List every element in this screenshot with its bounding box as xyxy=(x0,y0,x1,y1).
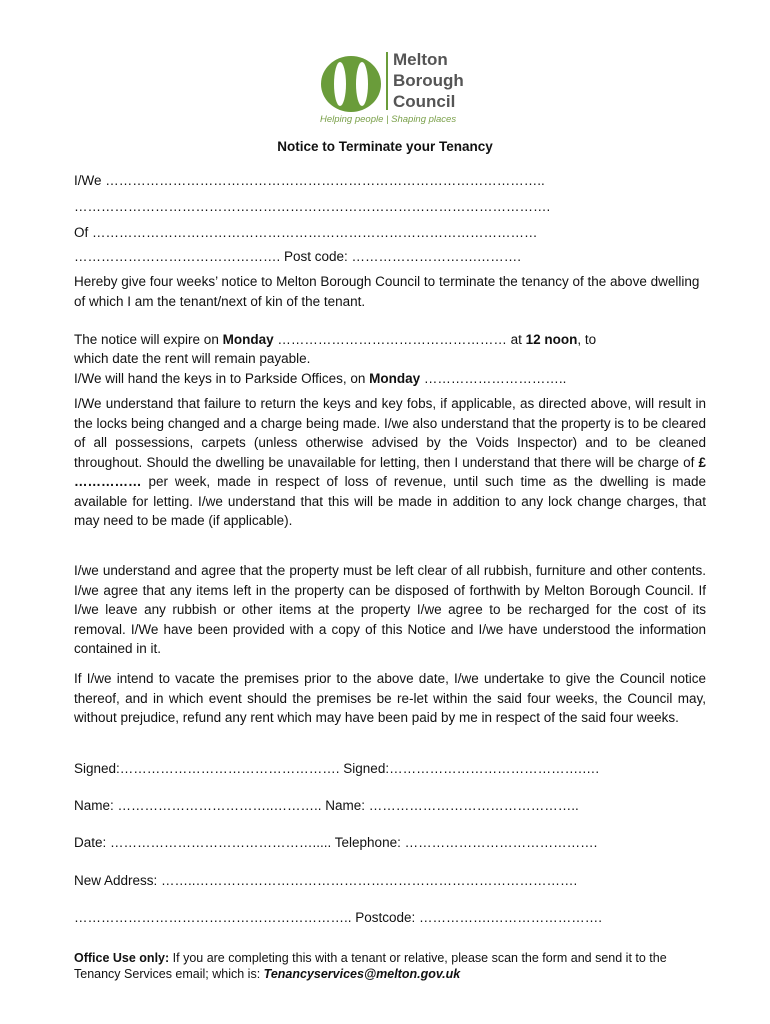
expiry-day: Monday xyxy=(222,332,274,347)
page-title: Notice to Terminate your Tenancy xyxy=(277,139,493,154)
address-field[interactable]: Of ……………………………………………………………………………………… xyxy=(74,225,538,240)
logo-name-line3: Council xyxy=(393,92,456,111)
logo-name-line1: Melton xyxy=(393,50,448,69)
expiry-line-continued: which date the rent will remain payable. xyxy=(74,351,311,366)
keys-day: Monday xyxy=(369,371,421,386)
logo-name xyxy=(393,49,464,112)
date-telephone-fields[interactable]: Date: ………………………………………..... Telephone: ……………………………………. xyxy=(74,835,598,850)
office-use-note xyxy=(74,950,706,982)
expiry-time: 12 noon xyxy=(525,332,578,347)
expiry-line[interactable] xyxy=(74,330,706,350)
tenant-names-field-continued[interactable]: ……………………………………………………………………………………………. xyxy=(74,199,551,214)
vacate-paragraph: If I/we intend to vacate the premises prior to the above date, I/we undertake to give the Council notice thereof, and in which event should the premises be re-let within the said four weeks, the Council may, without prejudice, refund any rent which may have been paid by me in respect of the said four weeks. xyxy=(74,671,706,725)
signed-fields[interactable]: Signed:…………………………………………. Signed:…………………………………….…. xyxy=(74,761,600,776)
expiry-date-field[interactable]: …………………………………………… at xyxy=(273,332,526,347)
keys-date-field[interactable]: ………………………….. xyxy=(420,371,567,386)
keys-line[interactable] xyxy=(74,369,706,389)
address-postcode-field[interactable]: ………………………………………. Post code: ……………………….………. xyxy=(74,249,522,264)
logo-tagline: Helping people | Shaping places xyxy=(320,114,457,125)
new-postcode-field[interactable]: …………………………………………………….. Postcode: …………….……………………. xyxy=(74,910,603,925)
keys-label: I/We will hand the keys in to Parkside Offices, on xyxy=(74,371,370,386)
keys-paragraph-text-end: per week, made in respect of loss of revenue, until such time as the dwelling is made available for letting. I/we understand that this will be made in addition to any lock change charges, that may need to be made (if applicable). xyxy=(74,474,706,528)
logo-name-line2: Borough xyxy=(393,71,464,90)
expiry-suffix: , to xyxy=(577,332,597,347)
rubbish-paragraph: I/we understand and agree that the property must be left clear of all rubbish, furniture and other contents. I/we agree that any items left in the property can be disposed of forthwith by Melton Borough Council. If I/we leave any rubbish or other items at the property I/we agree to be recharged for the cost of its removal. I/We have been provided with a copy of this Notice and I/we have understood the information contained in it. xyxy=(74,563,706,656)
logo-divider xyxy=(386,52,388,110)
keys-paragraph xyxy=(74,394,706,531)
council-logo xyxy=(318,50,498,130)
office-use-label: Office Use only: xyxy=(74,951,170,965)
expiry-label: The notice will expire on xyxy=(74,332,223,347)
council-emblem-icon xyxy=(318,54,384,114)
tenancy-services-email-link[interactable]: Tenancyservices@melton.gov.uk xyxy=(263,967,461,981)
weekly-charge-field[interactable]: £ …………… xyxy=(74,454,706,489)
keys-paragraph-text: I/We understand that failure to return the keys and key fobs, if applicable, as directed above, will result in the locks being changed and a charge being made. I/we also understand that the property is to be cleared of all possessions, carpets (unless otherwise advised by the Voids Inspector) and to be cleaned throughout. Should the dwelling be unavailable for letting, then I understand that there will be charge of xyxy=(74,396,706,470)
new-address-field[interactable]: New Address: ……..…………………………………………………………………………. xyxy=(74,873,578,888)
tenant-names-field[interactable]: I/We …………………………………………………………………………………….. xyxy=(74,173,545,188)
name-fields[interactable]: Name: ……………………………..……….. Name: ……………………………………….. xyxy=(74,798,579,813)
notice-statement: Hereby give four weeks’ notice to Melton Borough Council to terminate the tenancy of the above dwelling of which I am the tenant/next of kin of the tenant. xyxy=(74,274,700,309)
office-use-text: If you are completing this with a tenant or relative, please scan the form and send it to the Tenancy Services email; which is: xyxy=(74,951,667,981)
